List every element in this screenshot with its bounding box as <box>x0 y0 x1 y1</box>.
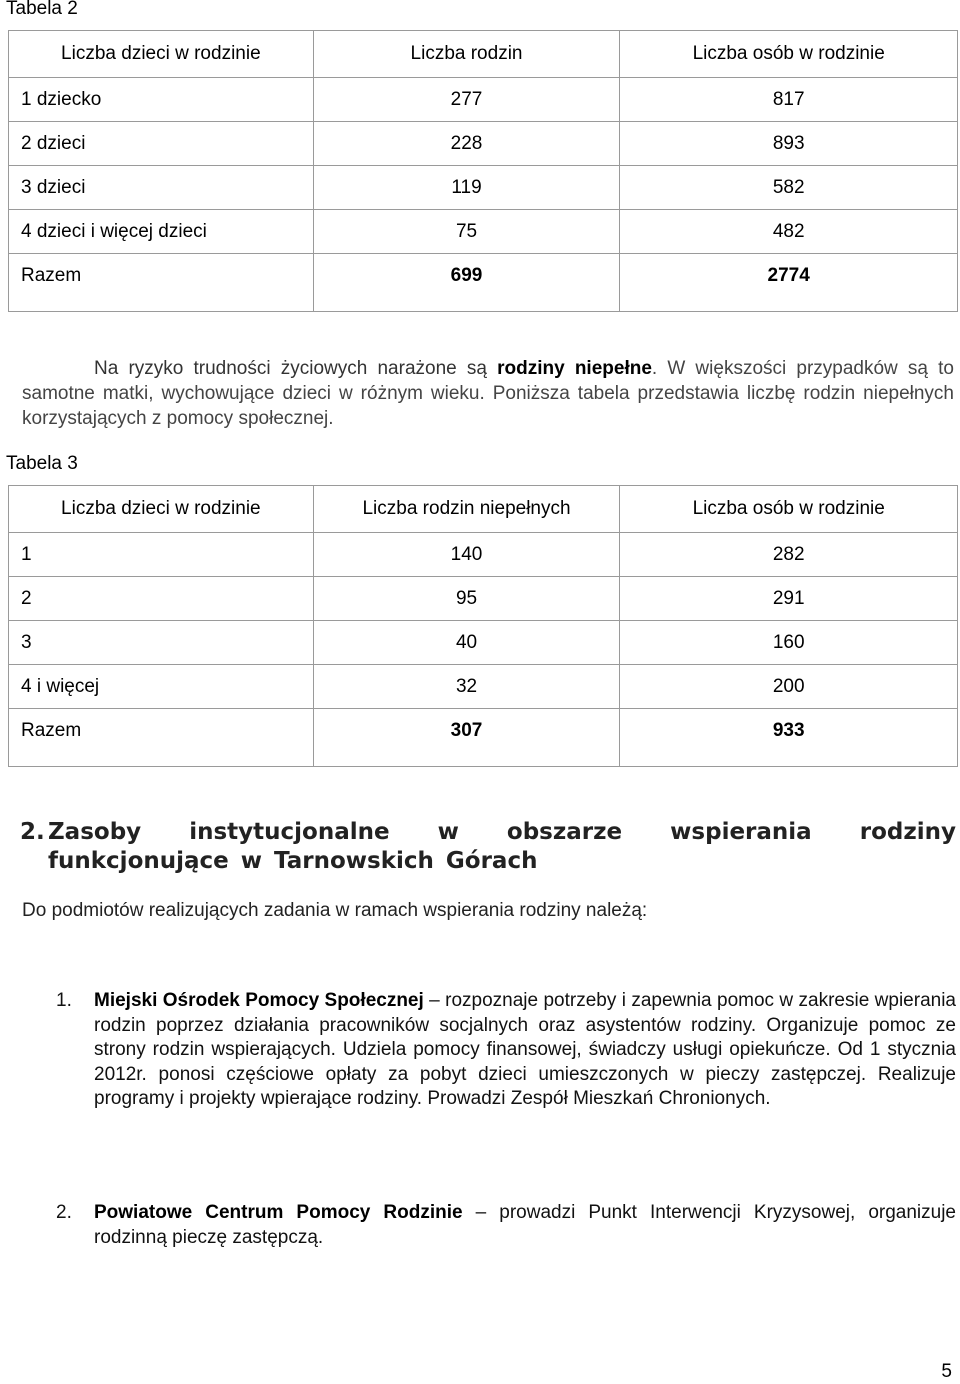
table-cell: 582 <box>620 166 958 210</box>
table-cell: 75 <box>313 210 620 254</box>
table-cell: 1 dziecko <box>9 78 314 122</box>
table2 <box>8 30 958 312</box>
table-cell: 817 <box>620 78 958 122</box>
table-cell: 95 <box>313 577 620 621</box>
table-cell: 140 <box>313 533 620 577</box>
table-cell: 893 <box>620 122 958 166</box>
table-cell: 2774 <box>620 254 958 312</box>
table-row <box>9 533 958 577</box>
list-item-text <box>94 989 956 1112</box>
section-heading <box>20 818 956 876</box>
table-row <box>9 621 958 665</box>
institution-description: – rozpoznaje potrzeby i zapewnia pomoc w zakresie wpierania rodzin poprzez działania pracowników socjalnych oraz asystentów rodziny. Organizuje pomoc ze strony rodzin wspierających. Udziela pomocy finansowej, świadczy usługi opiekuńcze. Od 1 stycznia 2012r. ponosi częściowe opłaty za pobyt dzieci umieszczonych w pieczy zastępczej. Realizuje programy i projekty wpierające rodziny. Prowadzi Zespół Mieszkań Chronionych. <box>94 990 956 1109</box>
list-number: 2. <box>56 1202 72 1223</box>
table3-total-row <box>9 709 958 767</box>
table-cell: 2 <box>9 577 314 621</box>
table-cell: 482 <box>620 210 958 254</box>
table3 <box>8 485 958 767</box>
table3-header-row <box>9 486 958 533</box>
table3-caption: Tabela 3 <box>6 453 78 474</box>
table-row <box>9 577 958 621</box>
table-cell: 2 dzieci <box>9 122 314 166</box>
table-cell: Razem <box>9 254 314 312</box>
table3-header-cell: Liczba rodzin niepełnych <box>313 486 620 533</box>
list-item <box>56 989 956 1112</box>
table-row <box>9 122 958 166</box>
table2-header-row <box>9 31 958 78</box>
table2-header-cell: Liczba dzieci w rodzinie <box>9 31 314 78</box>
table2-total-row <box>9 254 958 312</box>
table-cell: 40 <box>313 621 620 665</box>
institution-description: – prowadzi Punkt Interwencji Kryzysowej, organizuje rodzinną pieczę zastępczą. <box>94 1202 956 1248</box>
table2-caption: Tabela 2 <box>6 0 78 19</box>
page-number: 5 <box>941 1361 952 1382</box>
section-intro: Do podmiotów realizujących zadania w ramach wspierania rodziny należą: <box>22 900 648 921</box>
table-cell: 277 <box>313 78 620 122</box>
table-cell: 160 <box>620 621 958 665</box>
table-cell: 307 <box>313 709 620 767</box>
table2-header-cell: Liczba rodzin <box>313 31 620 78</box>
list-item-text <box>94 1201 956 1250</box>
table3-header-cell: Liczba dzieci w rodzinie <box>9 486 314 533</box>
table-cell: 4 i więcej <box>9 665 314 709</box>
table-cell: 699 <box>313 254 620 312</box>
table-cell: 3 <box>9 621 314 665</box>
section-title: Zasoby instytucjonalne w obszarze wspierania rodziny funkcjonujące w Tarnowskich Górach <box>48 819 956 874</box>
table-row <box>9 665 958 709</box>
table2-header-cell: Liczba osób w rodzinie <box>620 31 958 78</box>
table-cell: Razem <box>9 709 314 767</box>
institution-name: Powiatowe Centrum Pomocy Rodzinie <box>94 1202 463 1223</box>
table-cell: 933 <box>620 709 958 767</box>
list-number: 1. <box>56 990 72 1011</box>
table-cell: 200 <box>620 665 958 709</box>
section-number: 2. <box>20 819 45 845</box>
table-cell: 228 <box>313 122 620 166</box>
table-cell: 3 dzieci <box>9 166 314 210</box>
table-row <box>9 78 958 122</box>
table-cell: 4 dzieci i więcej dzieci <box>9 210 314 254</box>
table-row <box>9 166 958 210</box>
table-cell: 1 <box>9 533 314 577</box>
institution-name: Miejski Ośrodek Pomocy Społecznej <box>94 990 424 1011</box>
table-row <box>9 210 958 254</box>
paragraph-text: Na ryzyko trudności życiowych narażone są <box>94 358 498 379</box>
table-cell: 32 <box>313 665 620 709</box>
table3-header-cell: Liczba osób w rodzinie <box>620 486 958 533</box>
table-cell: 119 <box>313 166 620 210</box>
table-cell: 291 <box>620 577 958 621</box>
intro-paragraph <box>22 356 954 431</box>
paragraph-text: . W większości przypadków są to samotne matki, wychowujące dzieci w różnym wieku. Poniższa tabela przedstawia liczbę rodzin niepełnych korzystających z pomocy społecznej. <box>22 358 954 429</box>
list-item <box>56 1201 956 1250</box>
table-cell: 282 <box>620 533 958 577</box>
paragraph-bold: rodziny niepełne <box>497 358 652 379</box>
